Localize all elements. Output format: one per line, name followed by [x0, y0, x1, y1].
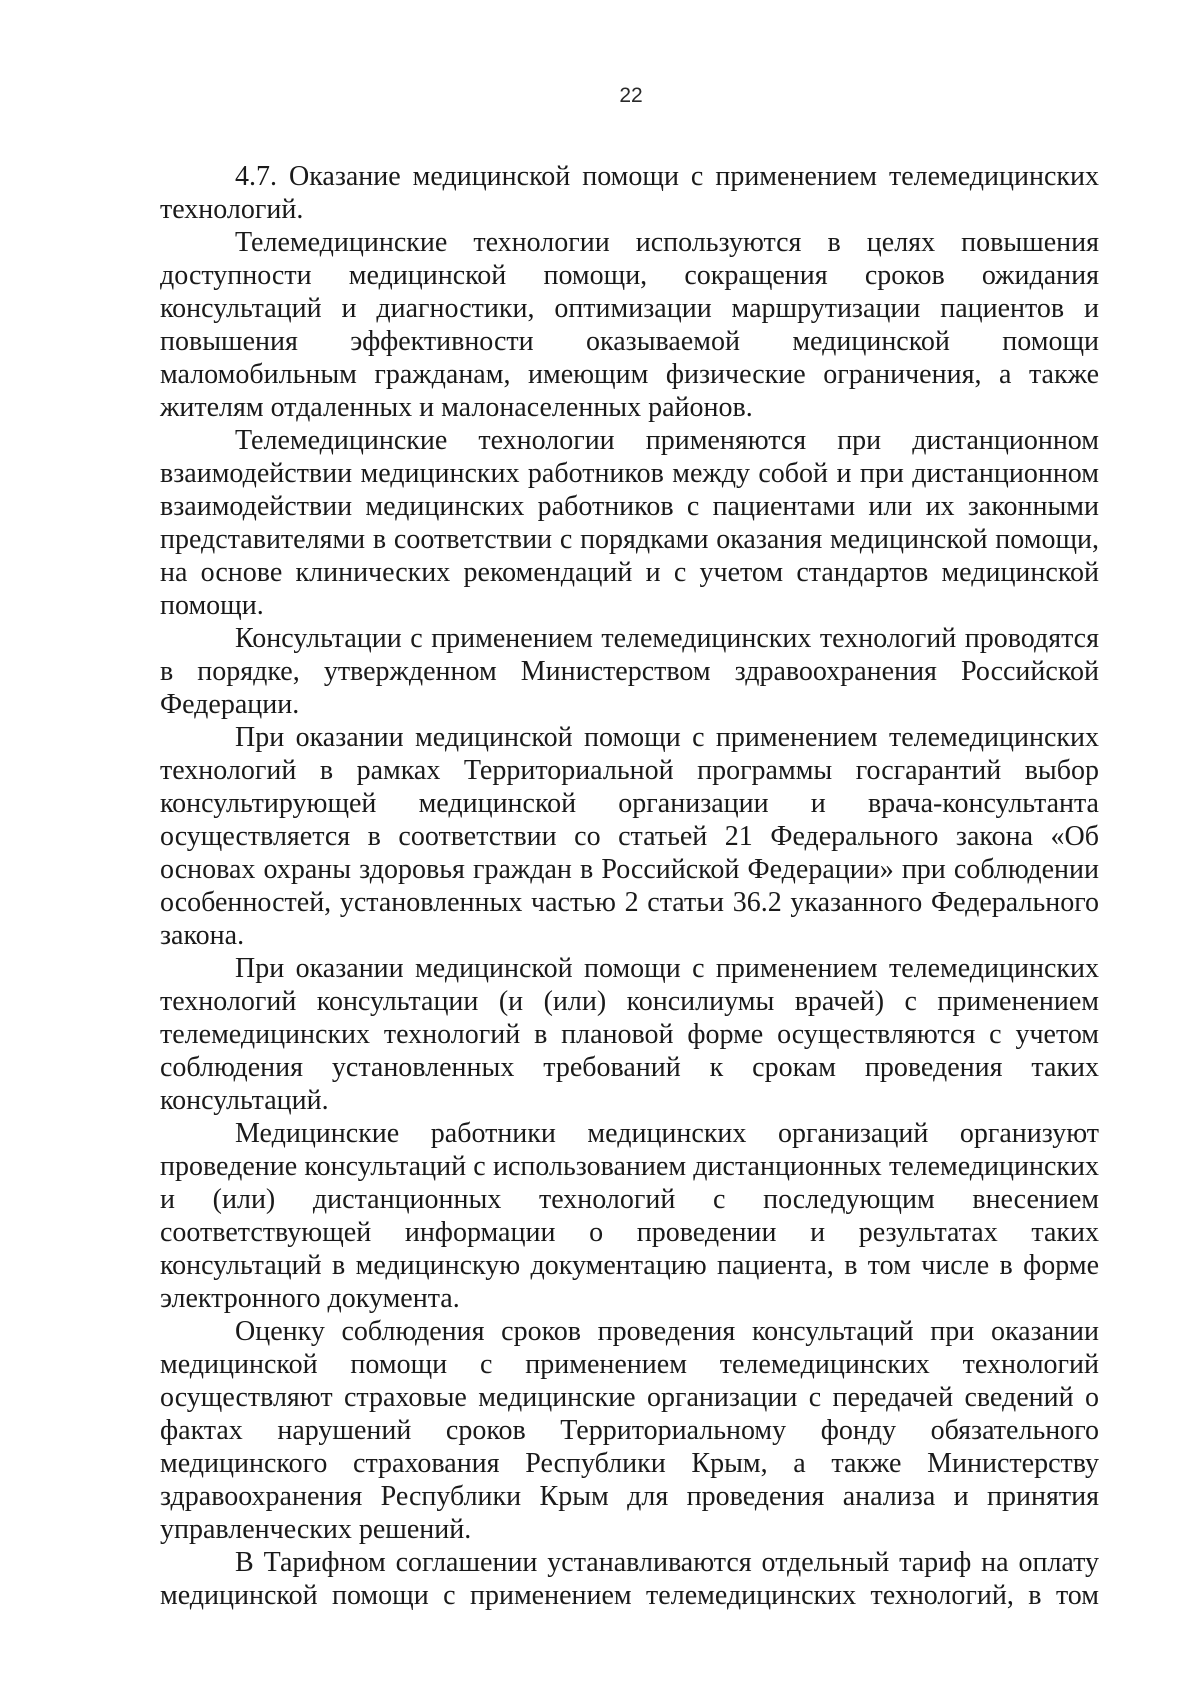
paragraph: Медицинские работники медицинских организаций организуют проведение консультаций с использованием дистанционных телемедицинских и (или) дистанционных технологий с последующим внесением соответствующей информации о проведении и результатах таких консультаций в медицинскую документацию пациента, в том числе в форме электронного документа.: [160, 1118, 1099, 1314]
paragraph: Консультации с применением телемедицинских технологий проводятся в порядке, утвержденном Министерством здравоохранения Российской Федерации.: [160, 623, 1099, 720]
paragraph: Оценку соблюдения сроков проведения консультаций при оказании медицинской помощи с применением телемедицинских технологий осуществляют страховые медицинские организации с передачей сведений о фактах нарушений сроков Территориальному фонду обязательного медицинского страхования Республики Крым, а также Министерству здравоохранения Республики Крым для проведения анализа и принятия управленческих решений.: [160, 1316, 1099, 1545]
paragraph: При оказании медицинской помощи с применением телемедицинских технологий консультации (и (или) консилиумы врачей) с применением телемедицинских технологий в плановой форме осуществляются с учетом соблюдения установленных требований к срокам проведения таких консультаций.: [160, 953, 1099, 1116]
paragraph: Телемедицинские технологии применяются при дистанционном взаимодействии медицинских работников между собой и при дистанционном взаимодействии медицинских работников с пациентами или их законными представителями в соответствии с порядками оказания медицинской помощи, на основе клинических рекомендаций и с учетом стандартов медицинской помощи.: [160, 425, 1099, 621]
paragraph: Телемедицинские технологии используются в целях повышения доступности медицинской помощи, сокращения сроков ожидания консультаций и диагностики, оптимизации маршрутизации пациентов и повышения эффективности оказываемой медицинской помощи маломобильным гражданам, имеющим физические ограничения, а также жителям отдаленных и малонаселенных районов.: [160, 227, 1099, 423]
document-body: [160, 160, 1099, 1612]
paragraph-section-heading: 4.7. Оказание медицинской помощи с применением телемедицинских технологий.: [160, 161, 1099, 225]
paragraph: При оказании медицинской помощи с применением телемедицинских технологий в рамках Территориальной программы госгарантий выбор консультирующей медицинской организации и врача-консультанта осуществляется в соответствии со статьей 21 Федерального закона «Об основах охраны здоровья граждан в Российской Федерации» при соблюдении особенностей, установленных частью 2 статьи 36.2 указанного Федерального закона.: [160, 722, 1099, 951]
page-number: 22: [619, 84, 643, 107]
paragraph-continued: В Тарифном соглашении устанавливаются отдельный тариф на оплату медицинской помощи с применением телемедицинских технологий, в том: [160, 1547, 1099, 1611]
